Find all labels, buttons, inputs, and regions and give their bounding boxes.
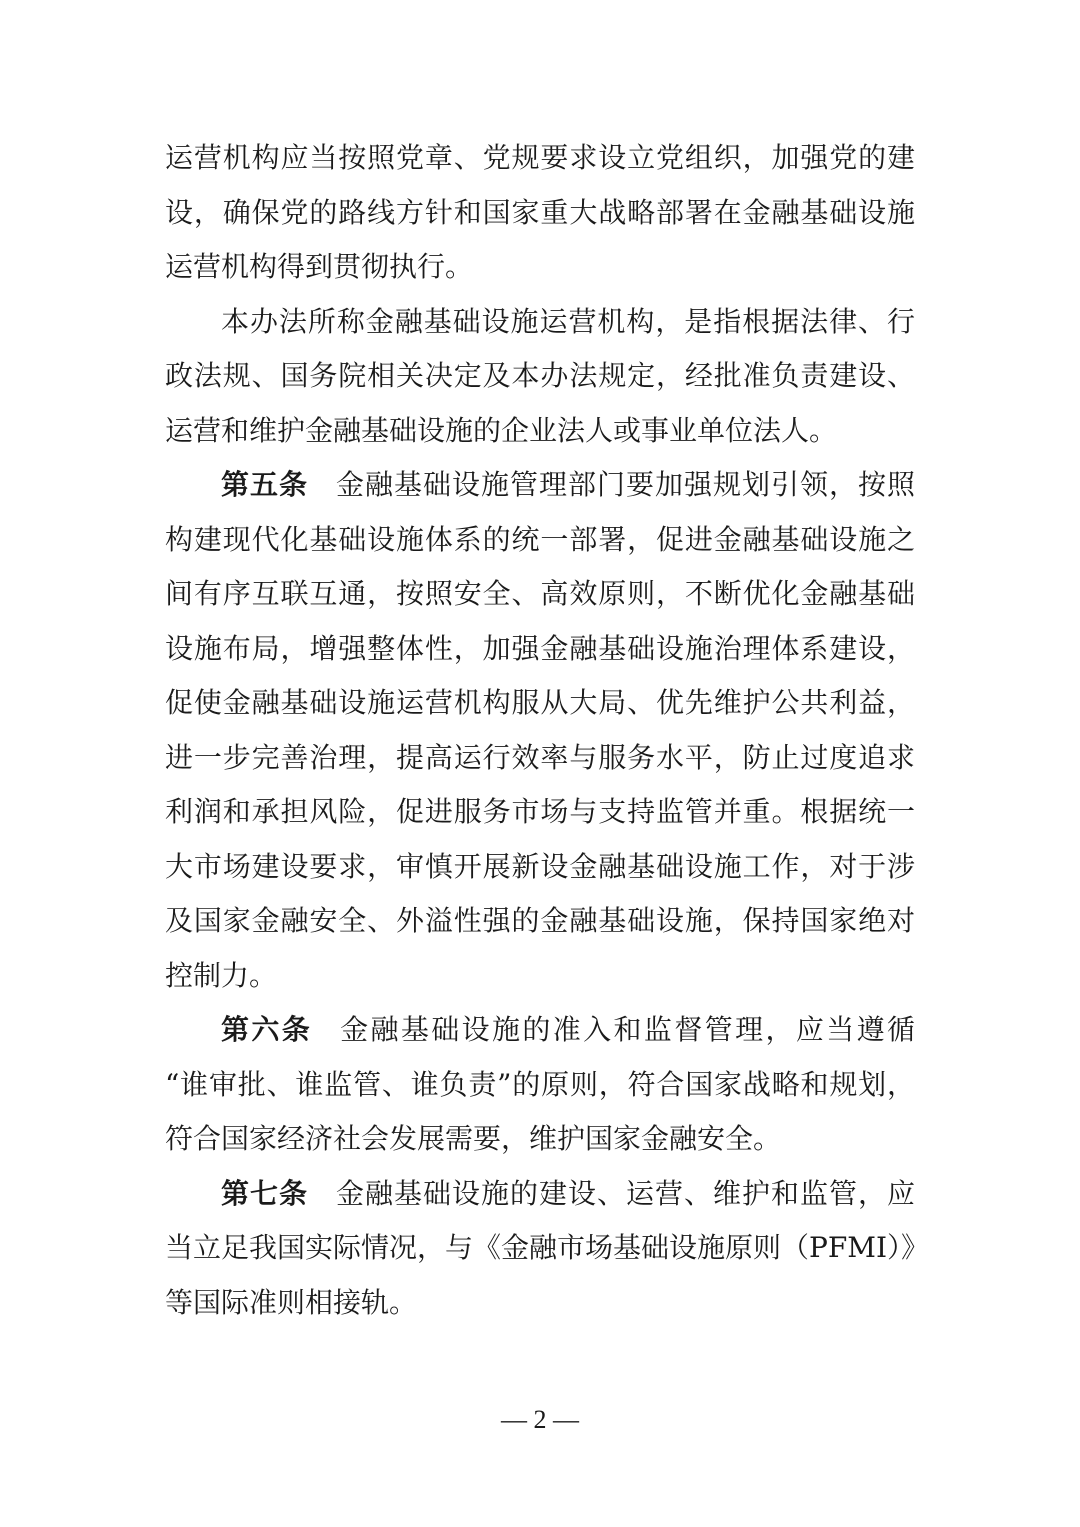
text-line: 利润和承担风险，促进服务市场与支持监管并重。根据统一 (165, 795, 915, 828)
article-6 (165, 1003, 915, 1167)
article-heading: 第七条 (221, 1176, 308, 1210)
text-line: 本办法所称金融基础设施运营机构，是指根据法律、行 (221, 304, 915, 338)
text-line: 符合国家经济社会发展需要，维护国家金融安全。 (165, 1122, 782, 1155)
text-line: 运营机构应当按照党章、党规要求设立党组织，加强党的建 (165, 141, 915, 174)
text-line: 促使金融基础设施运营机构服从大局、优先维护公共利益， (165, 686, 915, 719)
text-line: 政法规、国务院相关决定及本办法规定，经批准负责建设、 (165, 359, 915, 392)
article-heading: 第五条 (221, 468, 308, 501)
text-line: 运营机构得到贯彻执行。 (165, 250, 474, 283)
text-line: 及国家金融安全、外溢性强的金融基础设施，保持国家绝对 (165, 904, 915, 937)
text-span: 金融基础设施管理部门要加强规划引领，按照 (336, 468, 915, 501)
text-line: 等国际准则相接轨。 (165, 1285, 418, 1319)
text-line: “谁审批、谁监管、谁负责”的原则，符合国家战略和规划， (165, 1067, 915, 1101)
article-first-line (165, 1003, 915, 1058)
article-heading: 第六条 (221, 1013, 313, 1046)
text-line: 大市场建设要求，审慎开展新设金融基础设施工作，对于涉 (165, 849, 915, 883)
paragraph-continuation (165, 131, 915, 295)
text-line: 设施布局，增强整体性，加强金融基础设施治理体系建设， (165, 631, 915, 665)
page-number: — 2 — (501, 1405, 579, 1434)
text-line: 控制力。 (165, 958, 278, 992)
text-span: 金融基础设施的准入和监督管理，应当遵循 (340, 1013, 915, 1046)
text-line: 当立足我国实际情况，与《金融市场基础设施原则（PFMI）》 (165, 1231, 930, 1264)
text-line: 运营和维护金融基础设施的企业法人或事业单位法人。 (165, 413, 838, 447)
paragraph-definition (165, 295, 915, 459)
text-line: 设，确保党的路线方针和国家重大战略部署在金融基础设施 (165, 195, 915, 229)
text-span: 金融基础设施的建设、运营、维护和监管，应 (336, 1176, 915, 1210)
text-line: 间有序互联互通，按照安全、高效原则，不断优化金融基础 (165, 577, 915, 610)
article-7 (165, 1167, 930, 1331)
text-line: 构建现代化基础设施体系的统一部署，促进金融基础设施之 (165, 522, 915, 556)
article-5 (165, 458, 915, 1003)
document-body (165, 131, 930, 1330)
article-first-line (165, 1167, 915, 1222)
article-first-line (165, 458, 915, 513)
text-line: 进一步完善治理，提高运行效率与服务水平，防止过度追求 (165, 740, 915, 774)
